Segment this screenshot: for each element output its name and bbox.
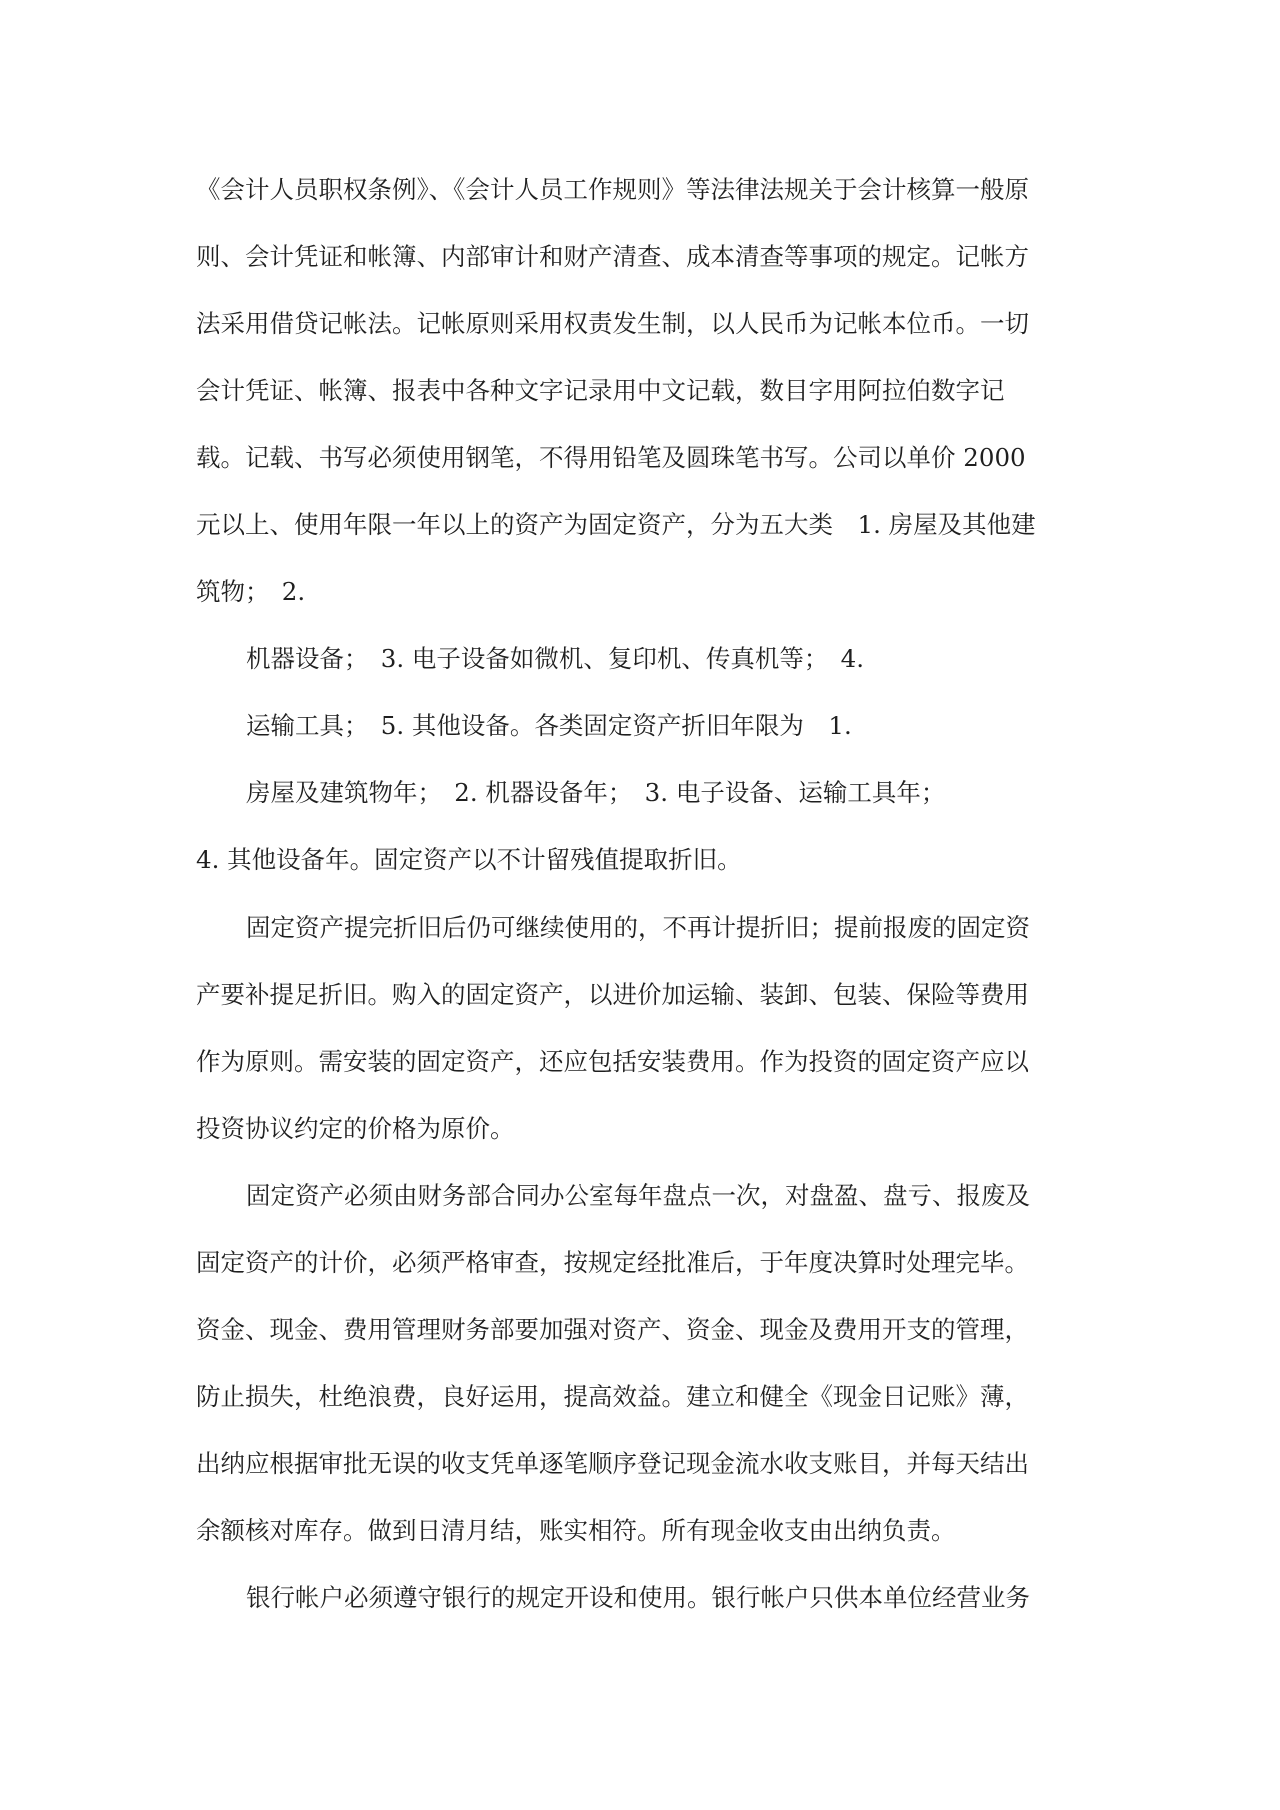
text-line-13: 产要补提足折旧。购入的固定资产，以进价加运输、装卸、包装、保险等费用 [196,980,1029,1009]
text-line-8: 机器设备； 3. 电子设备如微机、复印机、传真机等； 4. [246,644,865,673]
text-line-21: 余额核对库存。做到日清月结，账实相符。所有现金收支由出纳负责。 [196,1516,956,1545]
text-line-4: 会计凭证、帐簿、报表中各种文字记录用中文记载，数目字用阿拉伯数字记 [196,376,1005,405]
text-line-7: 筑物； 2. [196,577,306,606]
text-line-6: 元以上、使用年限一年以上的资产为固定资产，分为五大类 1. 房屋及其他建 [196,510,1036,539]
text-line-14: 作为原则。需安装的固定资产，还应包括安装费用。作为投资的固定资产应以 [196,1047,1029,1076]
text-line-17: 固定资产的计价，必须严格审查，按规定经批准后，于年度决算时处理完毕。 [196,1248,1029,1277]
text-line-2: 则、会计凭证和帐簿、内部审计和财产清查、成本清查等事项的规定。记帐方 [196,242,1029,271]
text-line-9: 运输工具； 5. 其他设备。各类固定资产折旧年限为 1. [246,711,852,740]
text-line-10: 房屋及建筑物年； 2. 机器设备年； 3. 电子设备、运输工具年； [246,778,946,807]
text-line-19: 防止损失，杜绝浪费，良好运用，提高效益。建立和健全《现金日记账》薄， [196,1382,1029,1411]
text-line-11: 4. 其他设备年。固定资产以不计留残值提取折旧。 [196,845,742,874]
text-line-12: 固定资产提完折旧后仍可继续使用的，不再计提折旧；提前报废的固定资 [246,913,1030,942]
text-line-5: 载。记载、书写必须使用钢笔，不得用铅笔及圆珠笔书写。公司以单价 2000 [196,443,1026,472]
text-line-1: 《会计人员职权条例》、《会计人员工作规则》等法律法规关于会计核算一般原 [196,175,1029,204]
text-line-20: 出纳应根据审批无误的收支凭单逐笔顺序登记现金流水收支账目，并每天结出 [196,1449,1029,1478]
text-line-22: 银行帐户必须遵守银行的规定开设和使用。银行帐户只供本单位经营业务 [246,1583,1030,1612]
text-line-16: 固定资产必须由财务部合同办公室每年盘点一次，对盘盈、盘亏、报废及 [246,1181,1030,1210]
text-line-3: 法采用借贷记帐法。记帐原则采用权责发生制，以人民币为记帐本位币。一切 [196,309,1029,338]
text-line-18: 资金、现金、费用管理财务部要加强对资产、资金、现金及费用开支的管理， [196,1315,1029,1344]
text-line-15: 投资协议约定的价格为原价。 [196,1114,515,1143]
